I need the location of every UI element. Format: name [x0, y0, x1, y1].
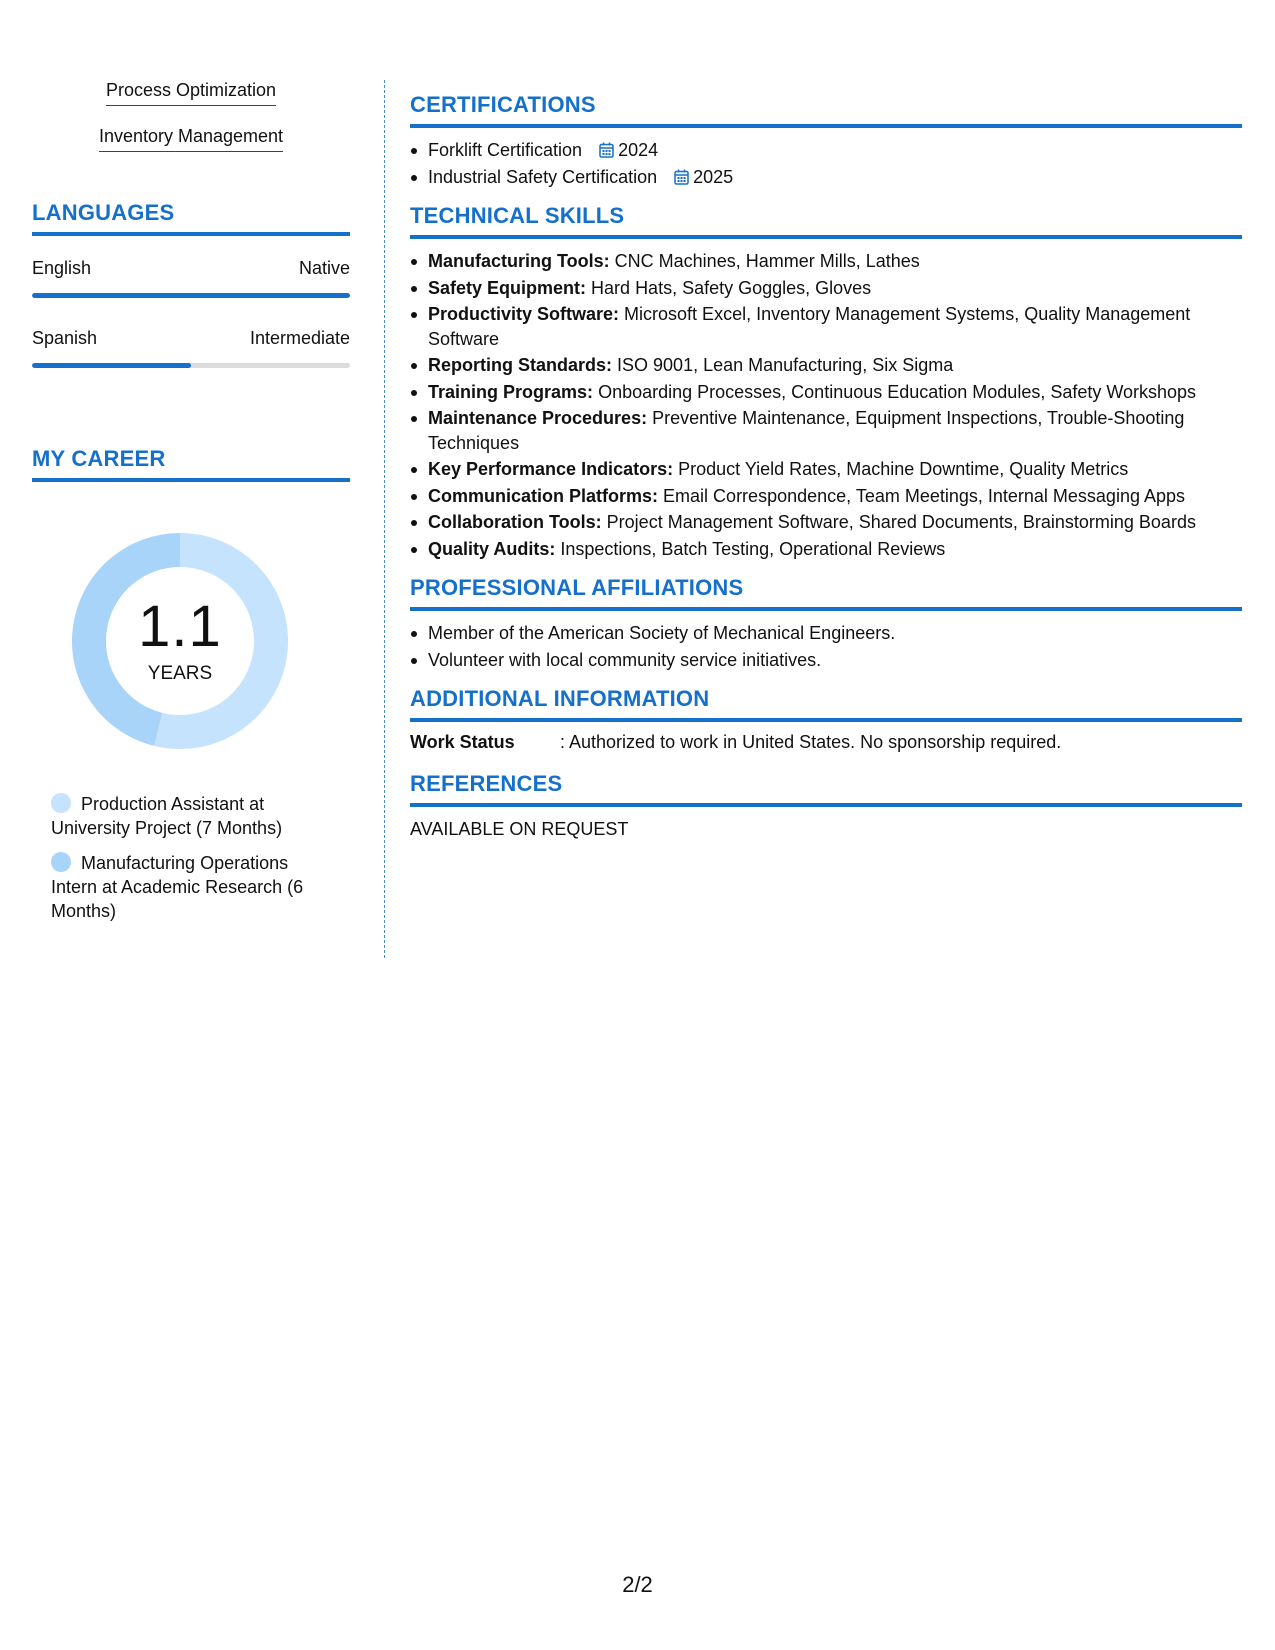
certification-name: Industrial Safety Certification: [428, 166, 658, 187]
skill-label: Safety Equipment:: [428, 277, 587, 298]
skill-value: Microsoft Excel, Inventory Management Systems, Quality Management Software: [428, 304, 1191, 349]
career-legend-label: Production Assistant at University Project (7 Months): [51, 794, 283, 838]
language-row: [32, 258, 350, 279]
skill-value: Onboarding Processes, Continuous Education Modules, Safety Workshops: [598, 381, 1197, 402]
technical-skills-section: [410, 203, 1242, 561]
skill-label: Training Programs:: [428, 381, 594, 402]
skill-label: Collaboration Tools:: [428, 512, 602, 532]
work-status-value: : Authorized to work in United States. No sponsorship required.: [560, 732, 1062, 752]
skill-tags: [32, 80, 350, 172]
career-donut-center: [65, 526, 295, 756]
additional-info-section: [410, 686, 1242, 753]
career-section: [32, 446, 350, 923]
technical-skill-item: [410, 406, 1242, 455]
languages-section: [32, 200, 350, 368]
skill-label: Reporting Standards:: [428, 355, 613, 375]
language-row: [32, 328, 350, 349]
work-status-label: Work Status: [410, 732, 515, 752]
career-legend: [51, 792, 331, 923]
career-total-value: 1.1: [138, 594, 222, 659]
skill-label: Maintenance Procedures:: [428, 408, 648, 428]
technical-skill-item: [410, 484, 1242, 509]
skill-value: Email Correspondence, Team Meetings, Internal Messaging Apps: [663, 485, 1185, 506]
technical-skills-title: TECHNICAL SKILLS: [410, 203, 1242, 239]
certifications-section: [410, 92, 1242, 189]
certifications-title: CERTIFICATIONS: [410, 92, 1242, 128]
languages-title: LANGUAGES: [32, 200, 350, 236]
references-section: [410, 771, 1242, 840]
work-status-row: [410, 732, 1242, 753]
references-text: AVAILABLE ON REQUEST: [410, 819, 629, 839]
right-column: [410, 92, 1242, 840]
calendar-icon: [599, 142, 614, 158]
legend-dot-icon: [51, 852, 71, 872]
language-bar: [32, 293, 350, 298]
affiliations-title: PROFESSIONAL AFFILIATIONS: [410, 575, 1242, 611]
career-legend-item: [51, 792, 331, 840]
technical-skill-item: [410, 353, 1242, 378]
language-level: Intermediate: [249, 328, 350, 348]
skill-label: Quality Audits:: [428, 538, 556, 559]
skill-label: Key Performance Indicators:: [428, 459, 674, 479]
certification-item: [410, 165, 1242, 190]
language-bar: [32, 363, 350, 368]
technical-skill-item: [410, 510, 1242, 535]
affiliations-list: [410, 621, 1242, 672]
technical-skill-item: [410, 457, 1242, 482]
page-number: 2/2: [622, 1572, 653, 1597]
language-name: English: [32, 258, 92, 278]
certification-item: [410, 138, 1242, 163]
language-bar-fill: [32, 293, 350, 298]
affiliation-item: Member of the American Society of Mechanical Engineers.: [410, 621, 1242, 646]
career-total-unit: YEARS: [147, 663, 213, 684]
left-column: [32, 80, 350, 934]
certifications-list: [410, 138, 1242, 189]
legend-dot-icon: [51, 793, 71, 813]
technical-skill-item: [410, 302, 1242, 351]
career-legend-item: [51, 851, 331, 923]
skill-tag: Process Optimization: [106, 80, 276, 106]
technical-skill-item: [410, 249, 1242, 274]
skill-value: Project Management Software, Shared Documents, Brainstorming Boards: [606, 512, 1196, 532]
column-divider: [384, 80, 385, 958]
skill-label: Communication Platforms:: [428, 485, 659, 506]
skill-value: Hard Hats, Safety Goggles, Gloves: [591, 277, 872, 298]
career-title: MY CAREER: [32, 446, 350, 482]
calendar-icon: [674, 169, 689, 185]
language-level: Native: [298, 258, 350, 278]
skill-value: Inspections, Batch Testing, Operational Reviews: [560, 538, 946, 559]
additional-info-title: ADDITIONAL INFORMATION: [410, 686, 1242, 722]
skill-value: ISO 9001, Lean Manufacturing, Six Sigma: [617, 355, 954, 375]
certification-name: Forklift Certification: [428, 140, 583, 160]
affiliations-section: [410, 575, 1242, 672]
references-title: REFERENCES: [410, 771, 1242, 807]
skill-label: Productivity Software:: [428, 304, 620, 324]
skill-tag: Inventory Management: [99, 126, 283, 152]
skill-value: Product Yield Rates, Machine Downtime, Quality Metrics: [678, 459, 1129, 479]
skill-value: CNC Machines, Hammer Mills, Lathes: [614, 251, 920, 271]
certification-year: 2024: [618, 140, 659, 160]
technical-skill-item: [410, 380, 1242, 405]
language-name: Spanish: [32, 328, 98, 348]
certification-year: 2025: [693, 166, 734, 187]
language-bar-fill: [32, 363, 191, 368]
technical-skill-item: [410, 537, 1242, 562]
skill-value: Preventive Maintenance, Equipment Inspections, Trouble-Shooting Techniques: [428, 408, 1185, 453]
career-donut-chart: [65, 526, 295, 756]
affiliation-item: Volunteer with local community service initiatives.: [410, 648, 1242, 673]
technical-skills-list: [410, 249, 1242, 561]
skill-label: Manufacturing Tools:: [428, 251, 610, 271]
career-legend-label: Manufacturing Operations Intern at Academic Research (6 Months): [51, 853, 304, 921]
technical-skill-item: [410, 276, 1242, 301]
